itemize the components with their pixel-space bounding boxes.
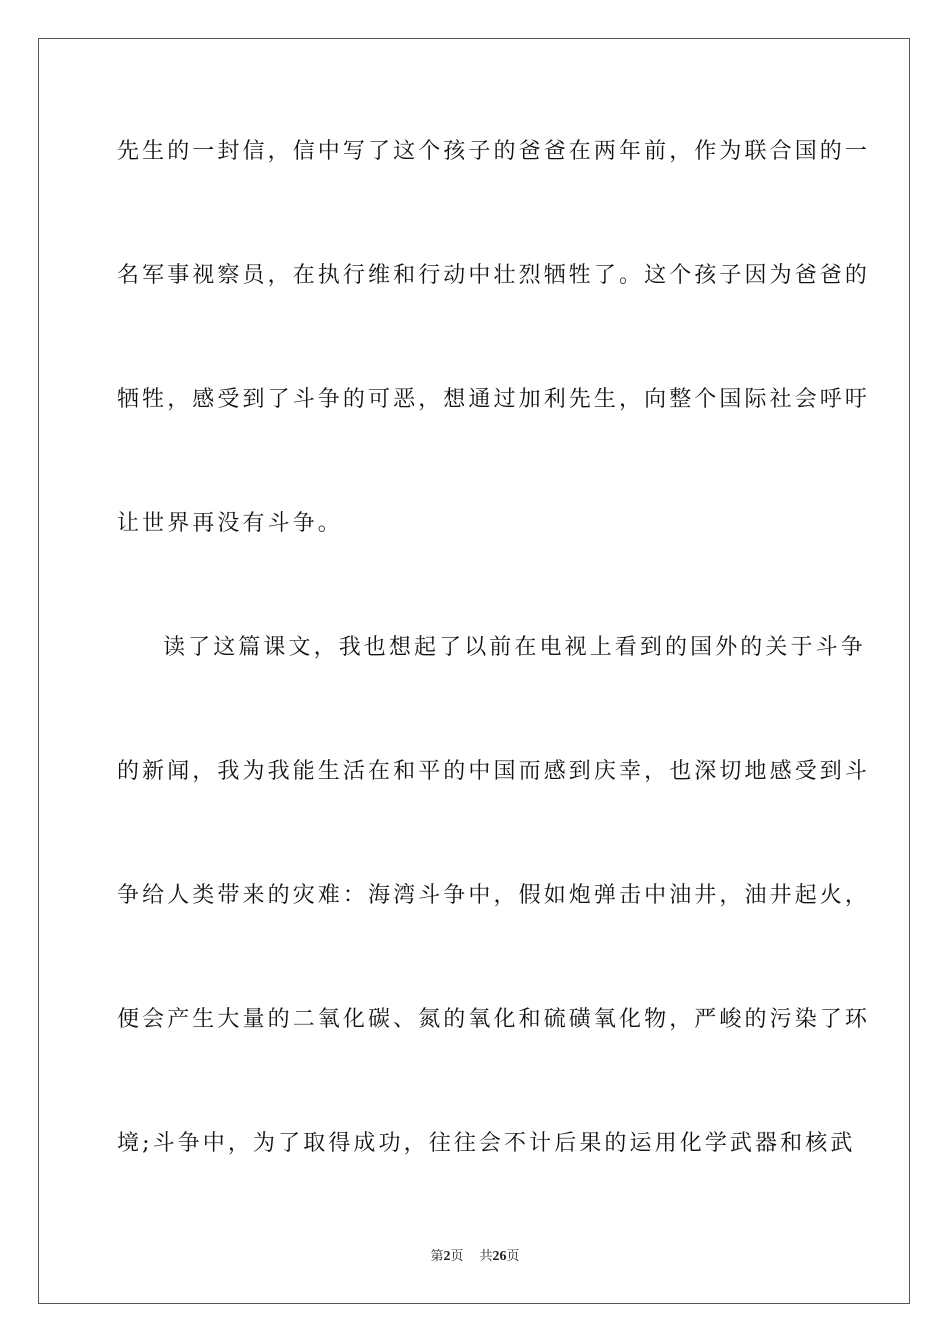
- total-suffix: 页: [506, 1249, 520, 1264]
- body-text-line-8: 便会产生大量的二氧化碳、氮的氧化和硫磺氧化物，严峻的污染了环: [117, 1007, 871, 1032]
- body-text-line-3: 牺牲，感受到了斗争的可恶，想通过加利先生，向整个国际社会呼吁: [117, 387, 871, 412]
- body-text-line-7: 争给人类带来的灾难：海湾斗争中，假如炮弹击中油井，油井起火，: [117, 883, 871, 908]
- body-text-line-5: 读了这篇课文，我也想起了以前在电视上看到的国外的关于斗争: [163, 635, 866, 660]
- page-prefix: 第: [430, 1249, 444, 1264]
- page-footer: [0, 1248, 950, 1266]
- body-text-line-6: 的新闻，我为我能生活在和平的中国而感到庆幸，也深切地感受到斗: [117, 759, 871, 784]
- body-text-line-2: 名军事视察员，在执行维和行动中壮烈牺牲了。这个孩子因为爸爸的: [117, 263, 871, 288]
- page-number: 2: [443, 1249, 451, 1264]
- page-border: [38, 38, 910, 1304]
- total-pages: 26: [492, 1249, 507, 1264]
- body-text-line-9: 境;斗争中，为了取得成功，往往会不计后果的运用化学武器和核武: [117, 1131, 856, 1156]
- body-text-line-1: 先生的一封信，信中写了这个孩子的爸爸在两年前，作为联合国的一: [117, 139, 871, 164]
- body-text-line-4: 让世界再没有斗争。: [117, 511, 343, 536]
- total-prefix: 共: [479, 1249, 493, 1264]
- page-suffix: 页: [450, 1249, 464, 1264]
